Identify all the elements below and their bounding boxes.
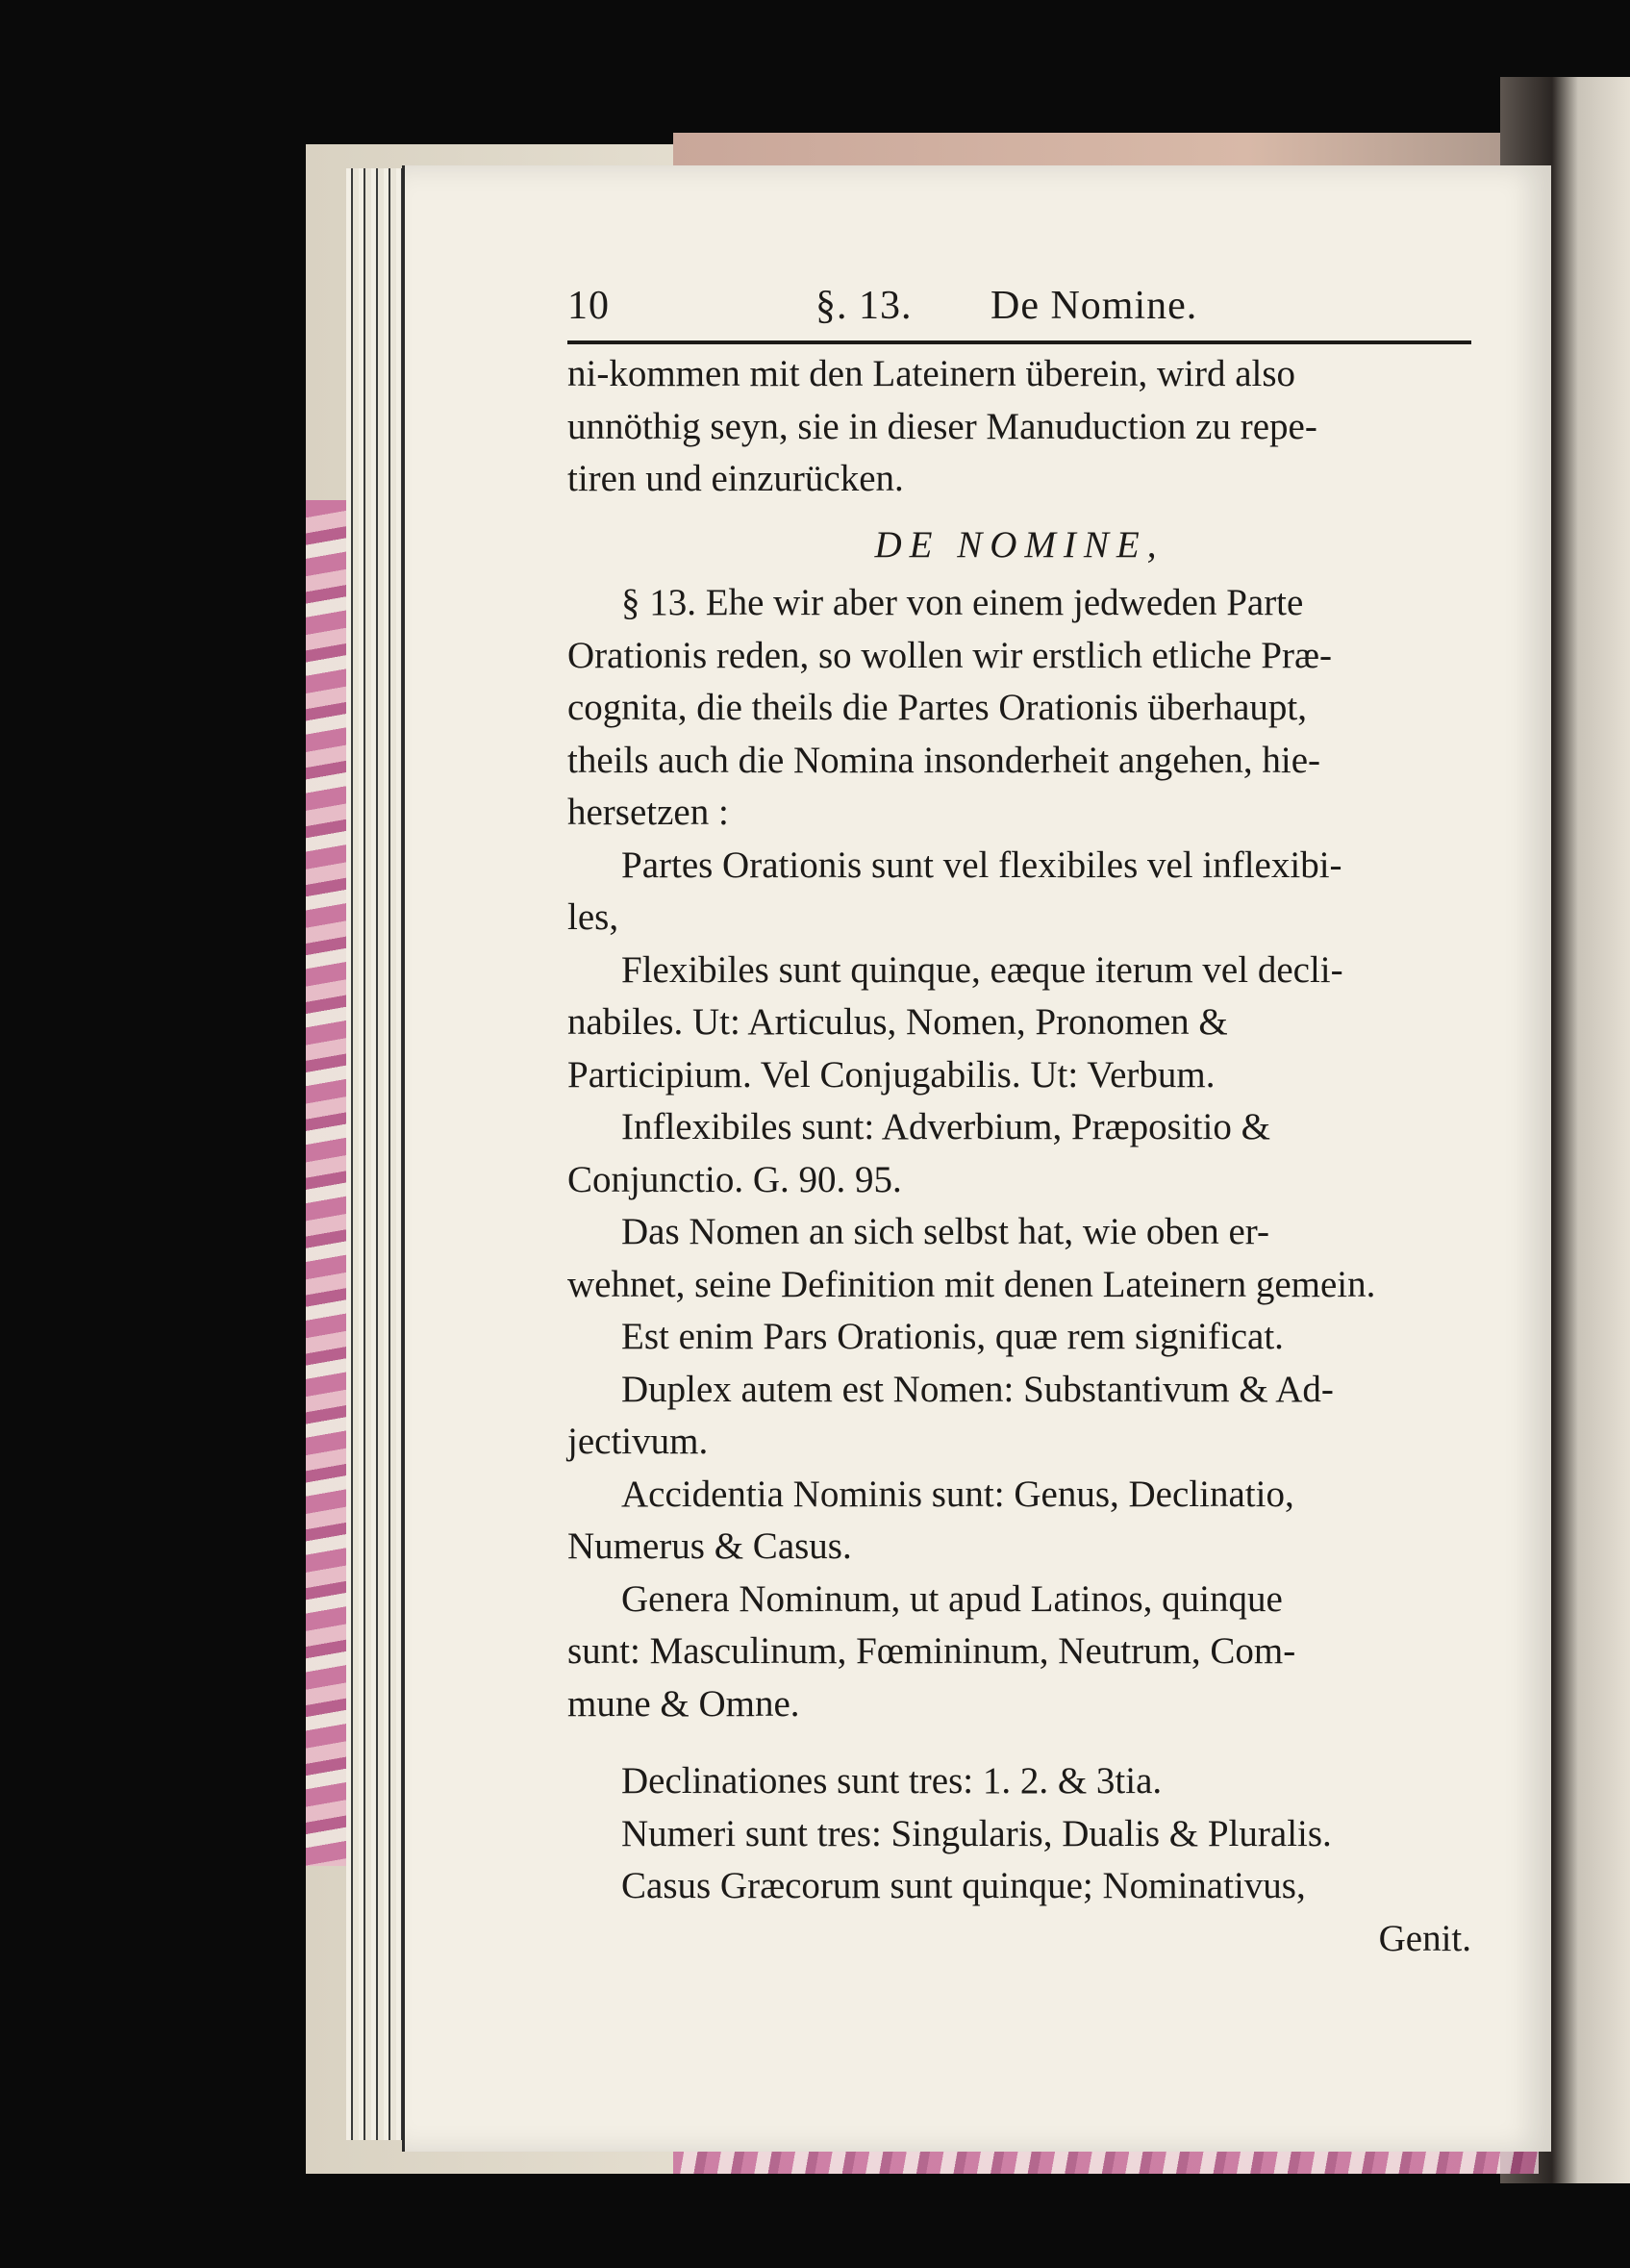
text-line: hersetzen : (567, 792, 729, 833)
text-line: Genera Nominum, ut apud Latinos, quinque (621, 1577, 1283, 1620)
header-rule (567, 340, 1471, 344)
text-line: Das Nomen an sich selbst hat, wie oben er- (621, 1211, 1269, 1252)
page-number: 10 (567, 284, 610, 328)
text-line: theils auch die Nomina insonderheit angehen, hie- (567, 739, 1321, 781)
text-line: tiren und einzurücken. (567, 458, 904, 499)
text-line: Participium. Vel Conjugabilis. Ut: Verbum. (567, 1053, 1216, 1096)
text-line: Genit. (1378, 1917, 1471, 1959)
text-line: Orationis reden, so wollen wir erstlich etliche Præ- (567, 634, 1332, 676)
text-line: Duplex autem est Nomen: Substantivum & Ad- (621, 1368, 1334, 1410)
text-line: § 13. Ehe wir aber von einem jedweden Parte (621, 582, 1304, 623)
running-header (567, 279, 1471, 339)
text-line: Casus Græcorum sunt quinque; Nominativus, (621, 1865, 1306, 1906)
text-line: Flexibiles sunt quinque, eæque iterum vel decli- (621, 948, 1343, 991)
page-body (567, 348, 1471, 1965)
text-column (567, 279, 1471, 1959)
text-line: Declinationes sunt tres: 1. 2. & 3tia. (621, 1760, 1163, 1802)
text-line: wehnet, seine Definition mit denen Lateinern gemein. (567, 1263, 1376, 1305)
text-line: nabiles. Ut: Articulus, Nomen, Pronomen & (567, 1001, 1228, 1043)
text-line: mune & Omne. (567, 1682, 800, 1725)
text-line: unnöthig seyn, sie in dieser Manuduction zu repe- (567, 405, 1317, 447)
text-line: cognita, die theils die Partes Orationis überhaupt, (567, 687, 1307, 728)
text-line: Partes Orationis sunt vel flexibiles vel inflexibi- (621, 844, 1342, 886)
running-title: De Nomine. (991, 284, 1198, 328)
text-line: Conjunctio. G. 90. 95. (567, 1158, 902, 1200)
text-line: Numerus & Casus. (567, 1525, 852, 1567)
text-line: Numeri sunt tres: Singularis, Dualis & Pluralis. (621, 1812, 1332, 1854)
text-line: Inflexibiles sunt: Adverbium, Præpositio & (621, 1106, 1270, 1147)
text-line: ni-kommen mit den Lateinern überein, wird also (567, 353, 1296, 394)
text-line: jectivum. (567, 1421, 709, 1462)
section-mark: §. 13. (815, 284, 913, 328)
text-line: Accidentia Nominis sunt: Genus, Declinatio, (621, 1473, 1294, 1515)
text-line: Est enim Pars Orationis, quæ rem significat. (621, 1316, 1284, 1357)
text-line: les, (567, 896, 619, 938)
text-line: sunt: Masculinum, Fœmininum, Neutrum, Com- (567, 1630, 1296, 1672)
text-line: DE NOMINE, (874, 523, 1165, 566)
